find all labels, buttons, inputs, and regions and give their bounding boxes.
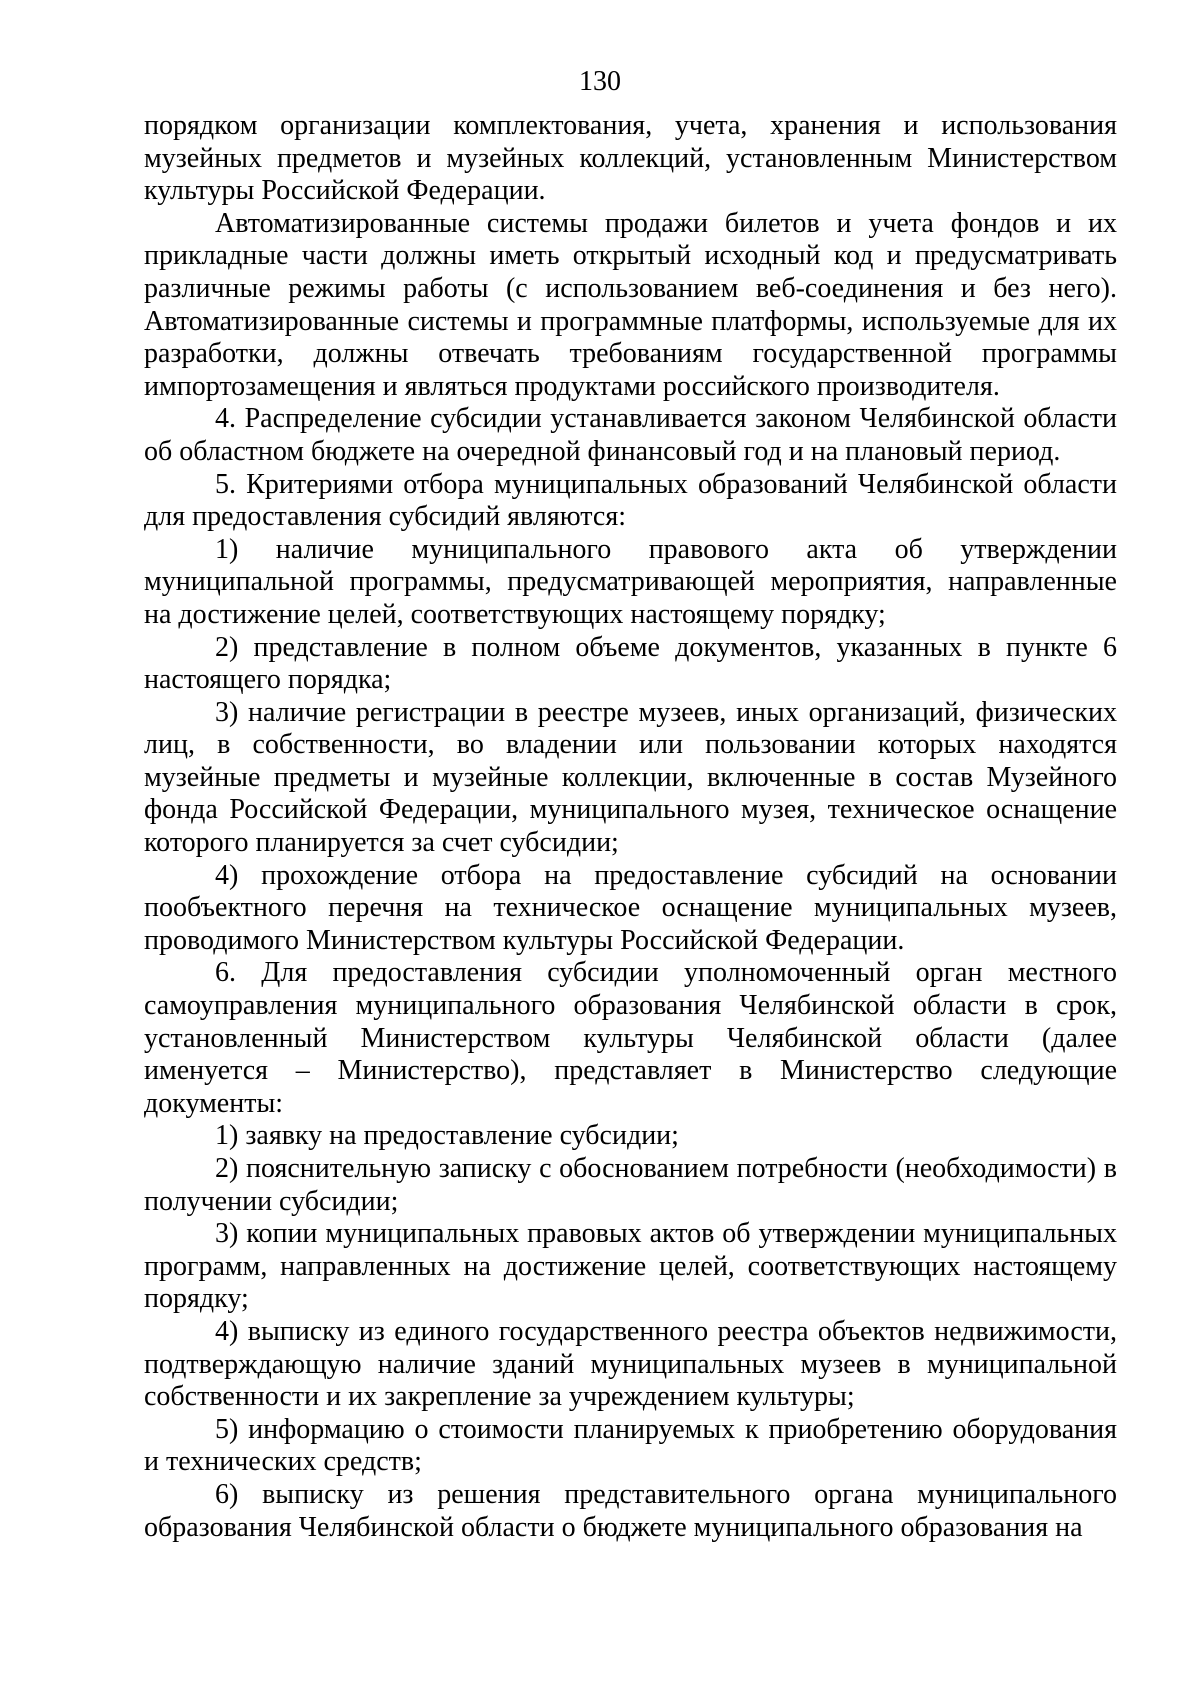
- list-item: 1) заявку на предоставление субсидии;: [215, 1120, 679, 1152]
- document-body: [144, 110, 1117, 1544]
- paragraph: 4. Распределение субсидии устанавливается законом Челябинской области об областном бюджете на очередной финансовый год и на плановый период.: [144, 403, 1117, 467]
- list-item: 2) представление в полном объеме документов, указанных в пункте 6 настоящего порядка;: [144, 631, 1117, 696]
- list-item: 3) копии муниципальных правовых актов об утверждении муниципальных программ, направленных на достижение целей, соответствующих настоящему порядку;: [144, 1218, 1117, 1315]
- list-item: 5) информацию о стоимости планируемых к приобретению оборудования и технических средств;: [144, 1413, 1117, 1478]
- paragraph: 6. Для предоставления субсидии уполномоченный орган местного самоуправления муниципального образования Челябинской области в срок, установленный Министерством культуры Челябинской области (далее именуется – Министерство), представляет в Министерство следующие документы:: [144, 957, 1117, 1119]
- paragraph: порядком организации комплектования, учета, хранения и использования музейных предметов и музейных коллекций, установленным Министерством культуры Российской Федерации.: [144, 110, 1117, 207]
- page-number: 130: [579, 66, 621, 97]
- paragraph: 5. Критериями отбора муниципальных образований Челябинской области для предоставления субсидий являются:: [144, 468, 1117, 533]
- list-item: 4) выписку из единого государственного реестра объектов недвижимости, подтверждающую наличие зданий муниципальных музеев в муниципальной собственности и их закрепление за учреждением культуры;: [144, 1315, 1117, 1413]
- list-item: 4) прохождение отбора на предоставление субсидий на основании пообъектного перечня на техническое оснащение муниципальных музеев, проводимого Министерством культуры Российской Федерации.: [144, 859, 1117, 956]
- paragraph: Автоматизированные системы продажи билетов и учета фондов и их прикладные части должны иметь открытый исходный код и предусматривать различные режимы работы (с использованием веб-соединения и без него). Автоматизированные системы и программные платформы, используемые для их разработки, должны отвечать требованиям государственной программы импортозамещения и являться продуктами российского производителя.: [144, 207, 1117, 402]
- list-item: 3) наличие регистрации в реестре музеев, иных организаций, физических лиц, в собственности, во владении или пользовании которых находятся музейные предметы и музейные коллекции, включенные в состав Музейного фонда Российской Федерации, муниципального музея, техническое оснащение которого планируется за счет субсидии;: [144, 696, 1117, 859]
- list-item: 6) выписку из решения представительного органа муниципального образования Челябинской области о бюджете муниципального образования на: [144, 1478, 1117, 1543]
- list-item: 2) пояснительную записку с обоснованием потребности (необходимости) в получении субсидии;: [144, 1153, 1117, 1217]
- list-item: 1) наличие муниципального правового акта об утверждении муниципальной программы, предусматривающей мероприятия, направленные на достижение целей, соответствующих настоящему порядку;: [144, 533, 1117, 630]
